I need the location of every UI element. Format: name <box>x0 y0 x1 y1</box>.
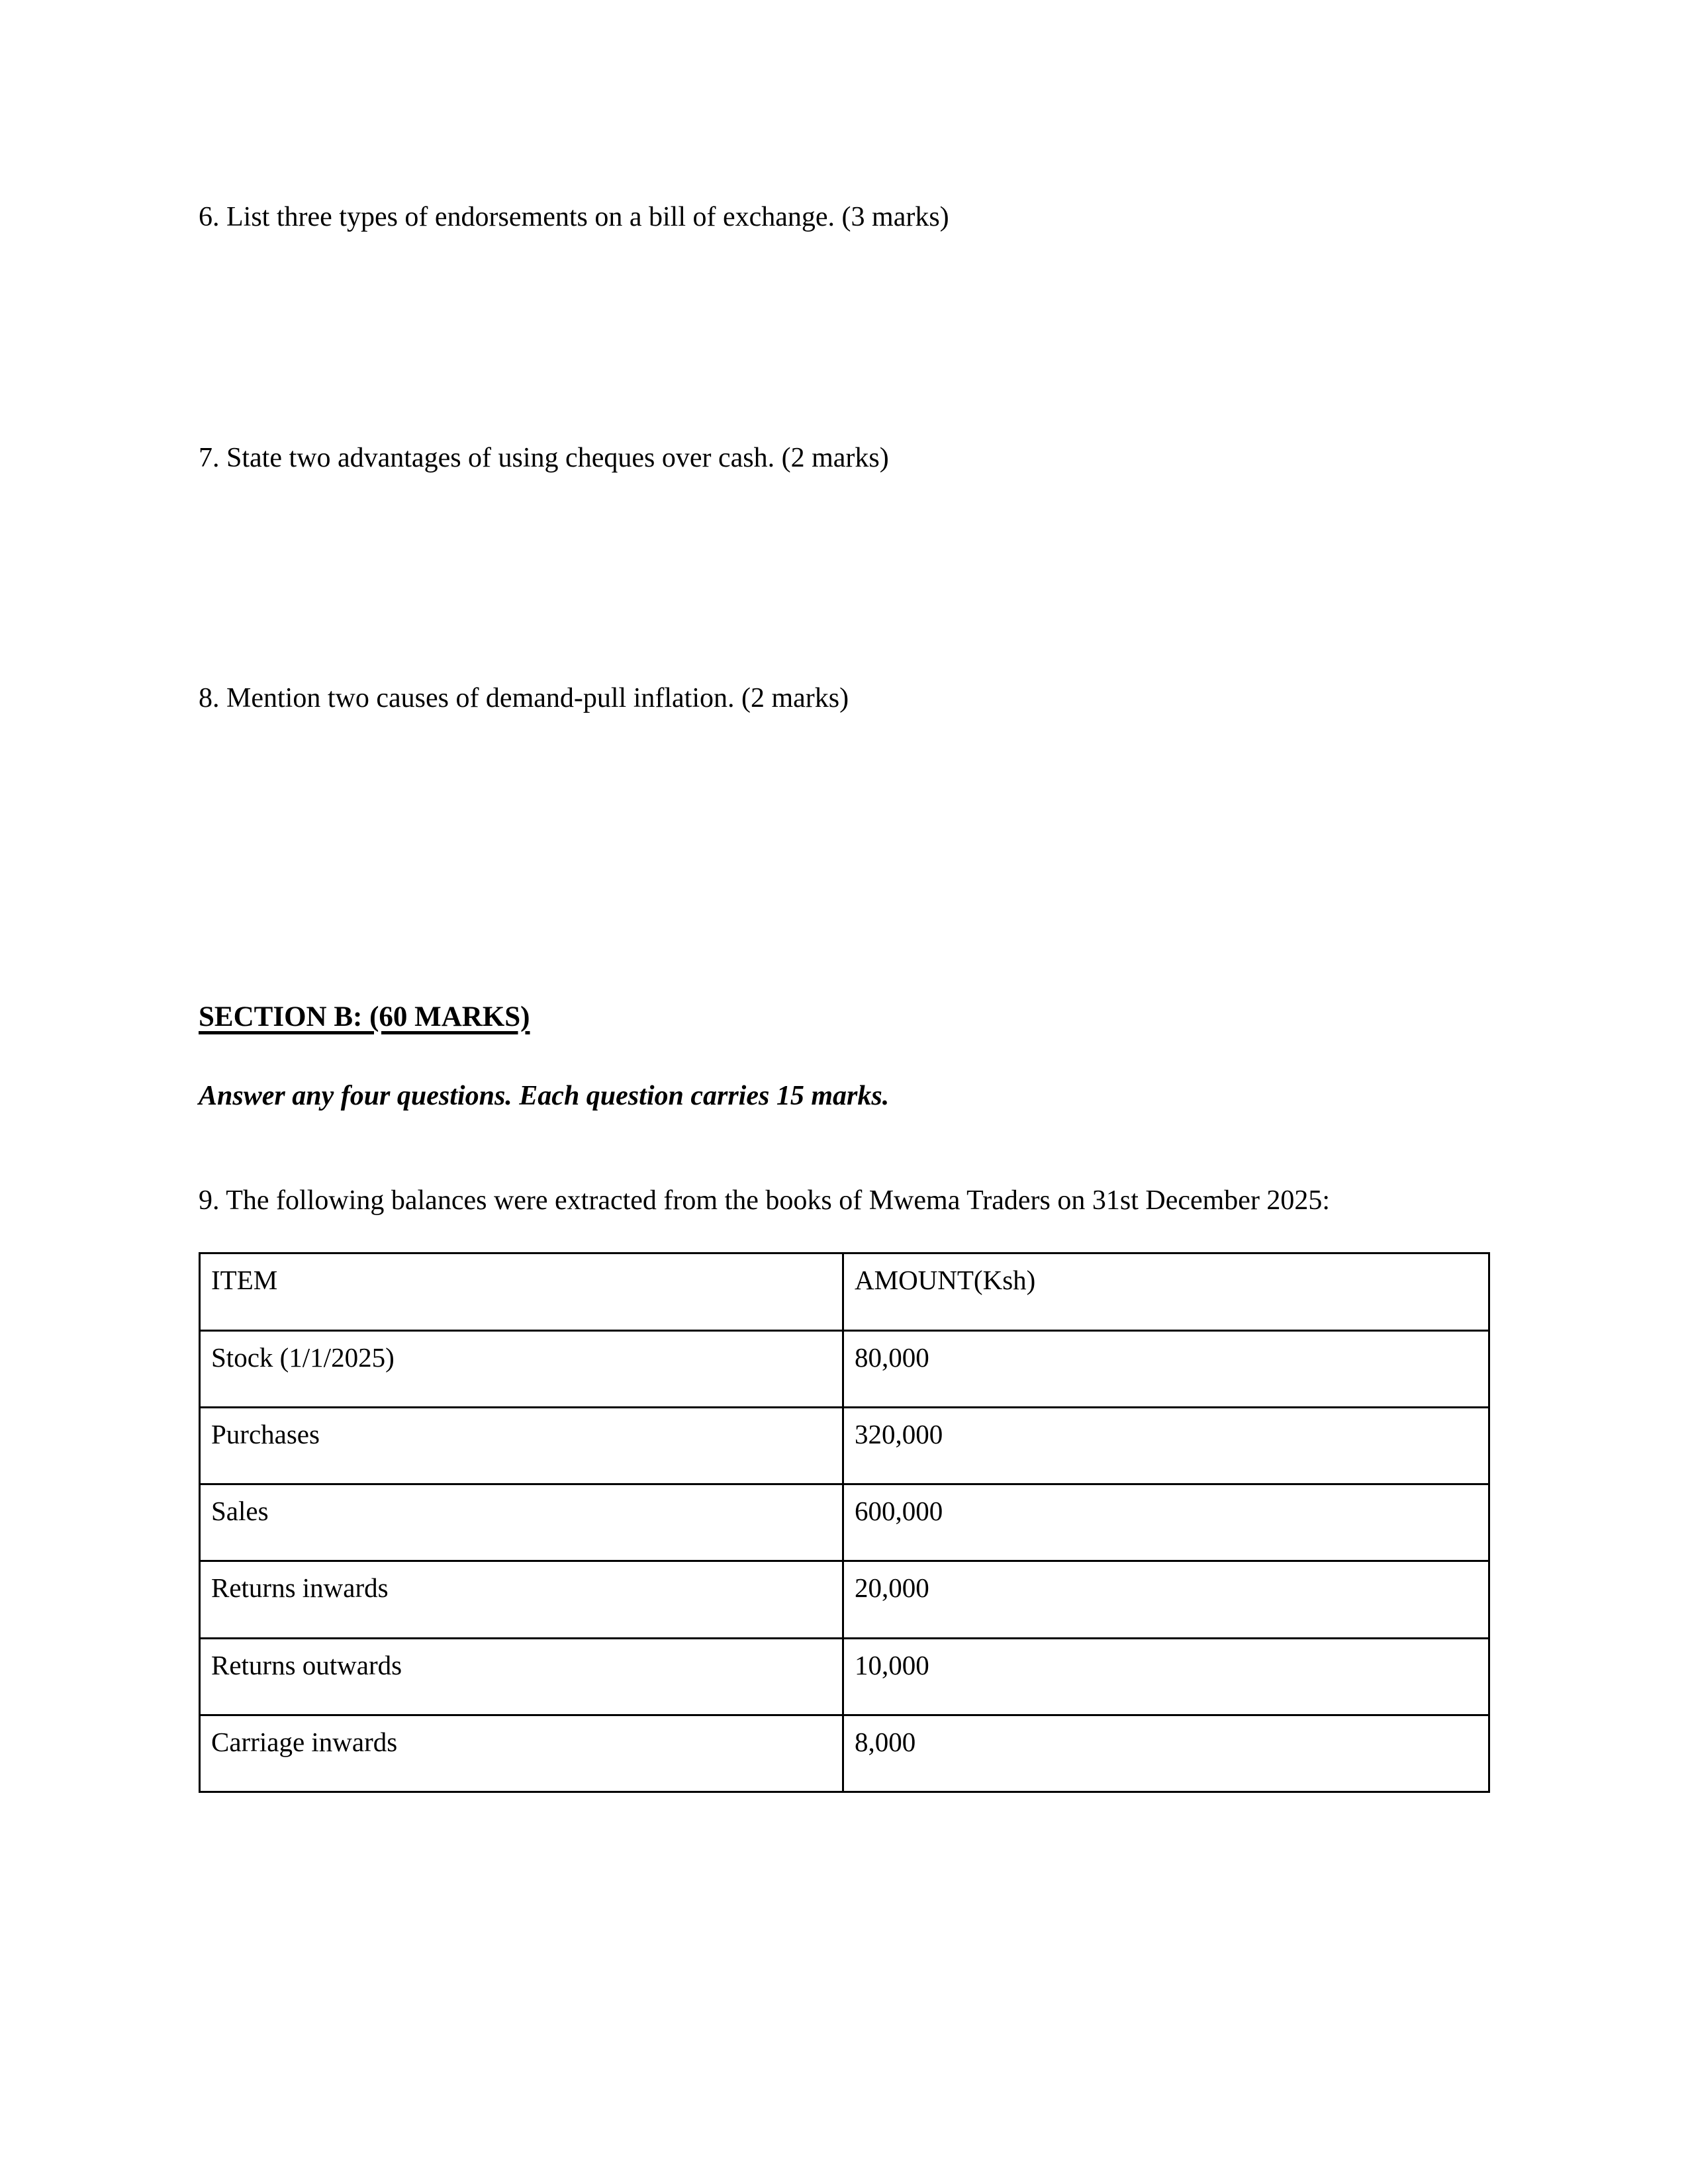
question-7: 7. State two advantages of using cheques over cash. (2 marks) <box>199 442 889 473</box>
answer-space-8 <box>199 717 1489 999</box>
balances-table-head <box>200 1253 1489 1330</box>
balances-table <box>199 1252 1490 1793</box>
cell-item: Stock (1/1/2025) <box>200 1330 843 1407</box>
table-row <box>200 1638 1489 1715</box>
cell-item: Returns outwards <box>200 1638 843 1715</box>
spacer-question9-table <box>199 1220 1489 1252</box>
cell-amount: 600,000 <box>843 1484 1489 1561</box>
spacer-instruction-question9 <box>199 1115 1489 1181</box>
question-9-prompt: 9. The following balances were extracted from the books of Mwema Traders on 31st December 2025: <box>199 1185 1331 1216</box>
balances-table-body <box>200 1330 1489 1792</box>
question-8: 8. Mention two causes of demand-pull inflation. (2 marks) <box>199 683 849 714</box>
table-header-row <box>200 1253 1489 1330</box>
question-6: 6. List three types of endorsements on a bill of exchange. (3 marks) <box>199 202 949 232</box>
column-header-amount: AMOUNT(Ksh) <box>843 1253 1489 1330</box>
table-row <box>200 1407 1489 1484</box>
answer-space-7 <box>199 477 1489 680</box>
section-b-heading-text: SECTION B: (60 MARKS) <box>199 1001 530 1033</box>
table-row <box>200 1484 1489 1561</box>
column-header-item: ITEM <box>200 1253 843 1330</box>
cell-amount: 20,000 <box>843 1561 1489 1638</box>
table-row <box>200 1330 1489 1407</box>
cell-item: Purchases <box>200 1407 843 1484</box>
table-row <box>200 1561 1489 1638</box>
answer-space-6 <box>199 236 1489 439</box>
table-row <box>200 1715 1489 1792</box>
cell-amount: 320,000 <box>843 1407 1489 1484</box>
cell-item: Returns inwards <box>200 1561 843 1638</box>
cell-item: Carriage inwards <box>200 1715 843 1792</box>
spacer-heading-instruction <box>199 1036 1489 1078</box>
cell-item: Sales <box>200 1484 843 1561</box>
cell-amount: 10,000 <box>843 1638 1489 1715</box>
section-b-instruction: Answer any four questions. Each question carries 15 marks. <box>199 1080 890 1111</box>
cell-amount: 8,000 <box>843 1715 1489 1792</box>
page-content <box>199 199 1489 1793</box>
section-b-heading <box>199 999 1489 1036</box>
cell-amount: 80,000 <box>843 1330 1489 1407</box>
